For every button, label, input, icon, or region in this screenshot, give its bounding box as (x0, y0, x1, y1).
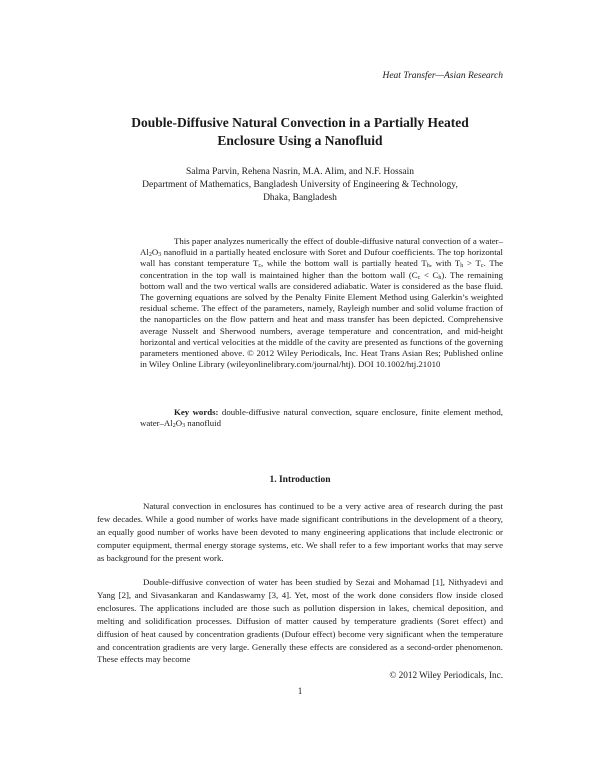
affiliation-line-2: Dhaka, Bangladesh (263, 193, 337, 203)
keywords-label: Key words: (174, 407, 219, 417)
section-heading-introduction: 1. Introduction (269, 475, 331, 485)
title-line-1: Double-Diffusive Natural Convection in a Partially Heated (131, 115, 469, 130)
paper-title (0, 114, 600, 150)
author-block (0, 166, 600, 205)
abstract (140, 236, 503, 370)
affiliation-line-1: Department of Mathematics, Bangladesh University of Engineering & Technology, (142, 180, 458, 190)
keywords: Key words: double-diffusive natural convection, square enclosure, finite element method, water–$Al_2O_3$ nanofluid (140, 407, 503, 430)
author-names: Salma Parvin, Rehena Nasrin, M.A. Alim, and N.F. Hossain (185, 167, 414, 177)
intro-paragraph-2: Double-diffusive convection of water has been studied by Sezai and Mohamad [1], Nithyadevi and Yang [2], and Sivasankaran and Kandaswamy [3, 4]. Yet, most of the work done considers flow inside closed enclosures. The applications included are those such as pollution dispersion in lakes, chemical deposition, and melting and solidification processes. Diffusion of matter caused by temperature gradients (Soret effect) and diffusion of heat caused by concentration gradients (Dufour effect) become very significant when the temperature and concentration gradients are very large. Generally these effects are considered as a second-order phenomenon. These effects may become (97, 577, 503, 665)
intro-paragraph-1: Natural convection in enclosures has continued to be a very active area of research during the past few decades. While a good number of works have made significant contributions in the development of a theory, an equally good number of works have been devoted to many engineering applications that include electronic or computer equipment, thermal energy storage systems, etc. We shall refer to a few important works that may serve as background for the present work. (97, 501, 503, 563)
copyright-notice: © 2012 Wiley Periodicals, Inc. (389, 670, 503, 680)
journal-name: Heat Transfer—Asian Research (382, 71, 503, 81)
abstract-text: This paper analyzes numerically the effect of double-diffusive natural convection of a water–$Al_2O_3$ nanofluid in a partially heated enclosure with Soret and Dufour coefficients. The top horizontal wall has constant temperature $T_c$, while the bottom wall is partially heated $T_h$, with $T_h > T_c$. The concentration in the top wall is maintained higher than the bottom wall $(C_c < C_h)$. The remaining bottom wall and the two vertical walls are considered adiabatic. Water is considered as the base fluid. The governing equations are solved by the Penalty Finite Element Method using Galerkin’s weighted residual scheme. The effect of the parameters, namely, Rayleigh number and solid volume fraction of the nanoparticles on the flow pattern and heat and mass transfer has been depicted. Comprehensive average Nusselt and Sherwood numbers, average temperature and concentration, and mid-height horizontal and vertical velocities at the middle of the cavity are presented as functions of the governing parameters mentioned above. © 2012 Wiley Periodicals, Inc. Heat Trans Asian Res; Published online in Wiley Online Library (wileyonlinelibrary.com/journal/htj). DOI 10.1002/htj.21010 (140, 236, 504, 370)
title-line-2: Enclosure Using a Nanofluid (217, 133, 383, 148)
page-number: 1 (297, 686, 303, 696)
